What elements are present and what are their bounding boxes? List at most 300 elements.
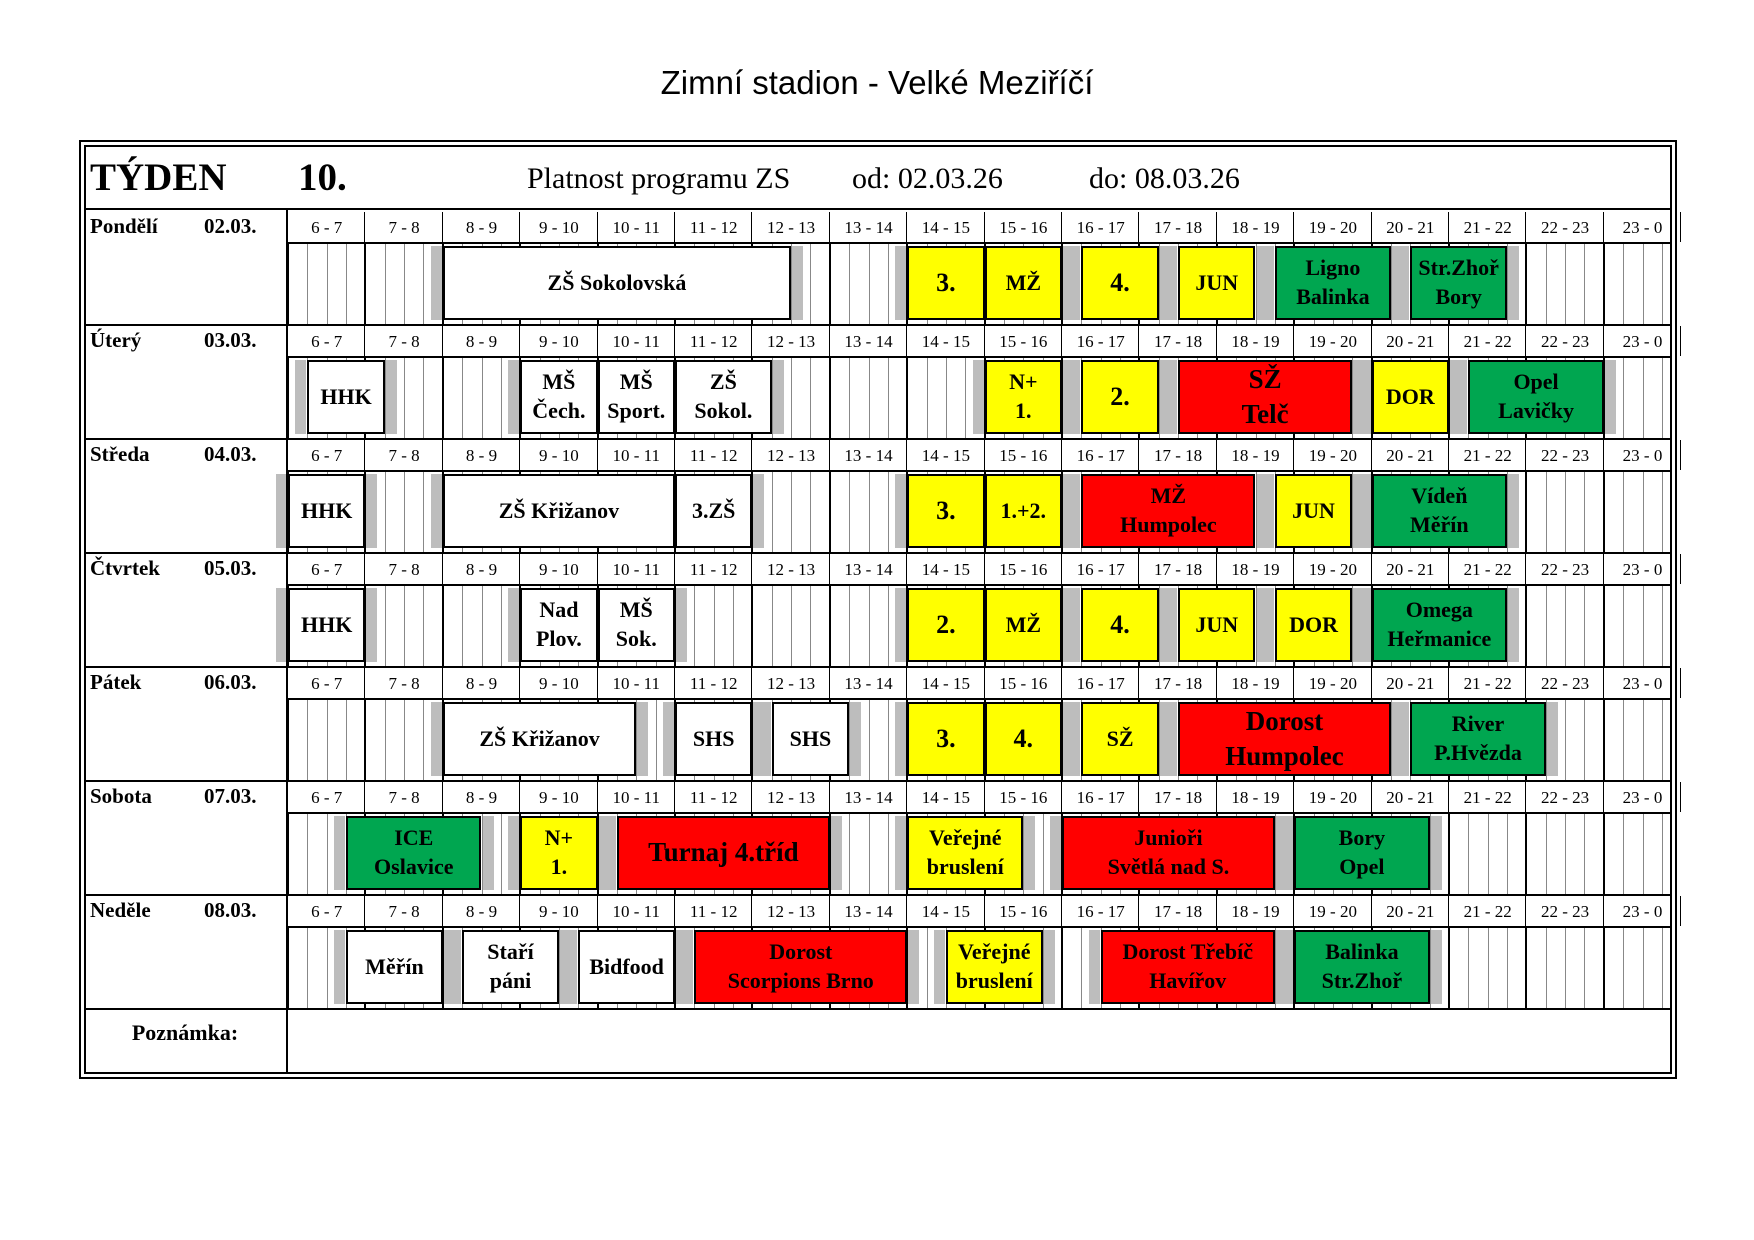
time-slot-label: 9 - 10 <box>539 788 579 807</box>
time-slot-label: 17 - 18 <box>1154 218 1203 237</box>
day-name: Pátek <box>90 670 142 694</box>
quarter-line <box>1584 814 1585 894</box>
quarter-line <box>869 244 870 324</box>
resurface-gap <box>483 816 494 890</box>
quarter-line <box>1662 358 1663 438</box>
resurface-gap <box>386 360 397 434</box>
resurface-gap <box>934 930 945 1004</box>
day-row-line <box>84 552 1672 554</box>
schedule-block[interactable]: Staří páni <box>462 930 559 1004</box>
time-slot-label: 22 - 23 <box>1541 560 1590 579</box>
schedule-block[interactable]: ZŠ Sokolovská <box>443 246 791 320</box>
validity-label: Platnost programu ZS <box>527 162 791 195</box>
quarter-line <box>1662 586 1663 666</box>
quarter-line <box>1546 814 1547 894</box>
label-row-line <box>288 812 1672 814</box>
time-slot-label: 18 - 19 <box>1231 332 1280 351</box>
slot-divider <box>1680 326 1681 356</box>
day-name: Úterý <box>90 328 142 352</box>
quarter-line <box>404 358 405 438</box>
hour-line <box>906 358 908 438</box>
quarter-line <box>1565 244 1566 324</box>
schedule-block[interactable]: Měřín <box>346 930 443 1004</box>
resurface-gap <box>1508 588 1519 662</box>
week-label: TÝDEN <box>90 156 227 199</box>
time-slot-label: 22 - 23 <box>1541 332 1590 351</box>
quarter-line <box>965 358 966 438</box>
quarter-line <box>307 928 308 1008</box>
resurface-gap <box>1398 246 1409 320</box>
time-slot-label: 8 - 9 <box>465 332 498 351</box>
time-slot-label: 16 - 17 <box>1076 446 1125 465</box>
schedule-block[interactable]: MŽ <box>985 588 1062 662</box>
schedule-block[interactable]: JUN <box>1275 474 1352 548</box>
time-slot-label: 18 - 19 <box>1231 674 1280 693</box>
label-row-line <box>288 926 1672 928</box>
quarter-line <box>404 586 405 666</box>
quarter-line <box>404 472 405 552</box>
resurface-gap <box>831 816 842 890</box>
schedule-block[interactable]: Opel Lavičky <box>1468 360 1603 434</box>
schedule-block[interactable]: SHS <box>772 702 849 776</box>
resurface-gap <box>908 930 919 1004</box>
hour-line <box>1603 814 1605 894</box>
resurface-gap <box>1069 702 1080 776</box>
note-label: Poznámka: <box>131 1020 239 1045</box>
time-slot-label: 20 - 21 <box>1386 560 1435 579</box>
quarter-line <box>791 358 792 438</box>
quarter-line <box>462 358 463 438</box>
resurface-gap <box>334 816 345 890</box>
time-slot-label: 17 - 18 <box>1154 446 1203 465</box>
quarter-line <box>423 586 424 666</box>
resurface-gap <box>1044 930 1055 1004</box>
time-slot-label: 18 - 19 <box>1231 560 1280 579</box>
resurface-gap <box>431 246 442 320</box>
quarter-line <box>307 814 308 894</box>
slot-divider <box>1680 896 1681 926</box>
schedule-block[interactable]: MŠ Sok. <box>598 588 675 662</box>
resurface-gap <box>760 702 771 776</box>
schedule-block[interactable]: MŠ Čech. <box>520 360 597 434</box>
schedule-block[interactable]: JUN <box>1178 588 1255 662</box>
time-slot-label: 19 - 20 <box>1308 788 1357 807</box>
quarter-line <box>1643 244 1644 324</box>
schedule-block[interactable]: SHS <box>675 702 752 776</box>
day-date: 04.03. <box>204 442 257 466</box>
quarter-line <box>869 358 870 438</box>
time-slot-label: 21 - 22 <box>1463 902 1512 921</box>
quarter-line <box>1081 928 1082 1008</box>
schedule-block[interactable]: ZŠ Sokol. <box>675 360 772 434</box>
resurface-gap <box>1166 246 1177 320</box>
hour-line <box>1448 814 1450 894</box>
day-name: Sobota <box>90 784 152 808</box>
time-slot-label: 23 - 0 <box>1622 788 1663 807</box>
time-slot-label: 20 - 21 <box>1386 902 1435 921</box>
quarter-line <box>1043 814 1044 894</box>
time-slot-label: 9 - 10 <box>539 218 579 237</box>
quarter-line <box>869 472 870 552</box>
time-slot-label: 23 - 0 <box>1622 446 1663 465</box>
quarter-line <box>1488 814 1489 894</box>
time-slot-label: 19 - 20 <box>1308 218 1357 237</box>
resurface-gap <box>676 588 687 662</box>
time-slot-label: 10 - 11 <box>612 560 661 579</box>
time-slot-label: 23 - 0 <box>1622 218 1663 237</box>
resurface-gap <box>1263 474 1274 548</box>
quarter-line <box>1546 244 1547 324</box>
time-slot-label: 7 - 8 <box>388 332 420 351</box>
day-row-line <box>84 438 1672 440</box>
schedule-block[interactable]: MŽ <box>985 246 1062 320</box>
quarter-line <box>694 586 695 666</box>
resurface-gap <box>1263 588 1274 662</box>
hour-line <box>1603 700 1605 780</box>
schedule-block[interactable]: Turnaj 4.tříd <box>617 816 830 890</box>
quarter-line <box>327 244 328 324</box>
schedule-block[interactable]: Junioři Světlá nad S. <box>1062 816 1275 890</box>
schedule-block[interactable]: River P.Hvězda <box>1410 702 1545 776</box>
quarter-line <box>327 814 328 894</box>
time-slot-label: 9 - 10 <box>539 674 579 693</box>
time-slot-label: 22 - 23 <box>1541 446 1590 465</box>
time-slot-label: 19 - 20 <box>1308 674 1357 693</box>
valid-from: od: 02.03.26 <box>852 162 1003 195</box>
schedule-block[interactable]: Balinka Str.Zhoř <box>1294 930 1429 1004</box>
schedule-block[interactable]: Vídeň Měřín <box>1372 474 1507 548</box>
quarter-line <box>1584 472 1585 552</box>
time-slot-label: 14 - 15 <box>921 446 970 465</box>
day-row-line <box>84 324 1672 326</box>
resurface-gap <box>1431 930 1442 1004</box>
time-slot-label: 7 - 8 <box>388 446 420 465</box>
time-slot-label: 12 - 13 <box>767 674 816 693</box>
quarter-line <box>1565 700 1566 780</box>
label-column-divider <box>286 438 288 552</box>
time-slot-label: 15 - 16 <box>999 446 1048 465</box>
schedule-block[interactable]: ZŠ Křižanov <box>443 474 675 548</box>
quarter-line <box>1623 244 1624 324</box>
label-column-divider <box>286 894 288 1008</box>
quarter-line <box>849 358 850 438</box>
quarter-line <box>810 358 811 438</box>
quarter-line <box>772 472 773 552</box>
resurface-gap <box>1263 246 1274 320</box>
hour-line <box>364 244 366 324</box>
quarter-line <box>888 472 889 552</box>
quarter-line <box>385 700 386 780</box>
quarter-line <box>1546 586 1547 666</box>
hour-line <box>1525 814 1527 894</box>
resurface-gap <box>895 702 906 776</box>
quarter-line <box>1507 814 1508 894</box>
quarter-line <box>385 472 386 552</box>
schedule-block[interactable]: DOR <box>1372 360 1449 434</box>
schedule-block[interactable]: SŽ Telč <box>1178 360 1352 434</box>
quarter-line <box>482 358 483 438</box>
schedule-block[interactable]: 3.ZŠ <box>675 474 752 548</box>
time-slot-label: 21 - 22 <box>1463 788 1512 807</box>
time-slot-label: 9 - 10 <box>539 332 579 351</box>
resurface-gap <box>1069 360 1080 434</box>
schedule-block[interactable]: Veřejné bruslení <box>946 930 1043 1004</box>
schedule-block[interactable]: 1.+2. <box>985 474 1062 548</box>
quarter-line <box>482 586 483 666</box>
resurface-gap <box>366 474 377 548</box>
schedule-block[interactable]: ICE Oslavice <box>346 816 481 890</box>
time-slot-label: 8 - 9 <box>465 560 498 579</box>
time-slot-label: 16 - 17 <box>1076 560 1125 579</box>
time-slot-label: 10 - 11 <box>612 788 661 807</box>
resurface-gap <box>1069 474 1080 548</box>
schedule-block[interactable]: Bidfood <box>578 930 675 1004</box>
schedule-block[interactable]: Dorost Scorpions Brno <box>694 930 907 1004</box>
time-slot-label: 10 - 11 <box>612 446 661 465</box>
resurface-gap <box>1547 702 1558 776</box>
schedule-block[interactable]: HHK <box>288 588 365 662</box>
quarter-line <box>888 700 889 780</box>
time-slot-label: 11 - 12 <box>689 788 738 807</box>
schedule-block[interactable]: Str.Zhoř Bory <box>1410 246 1507 320</box>
time-slot-label: 6 - 7 <box>311 788 343 807</box>
time-slot-label: 9 - 10 <box>539 446 579 465</box>
label-column-divider <box>286 780 288 894</box>
resurface-gap <box>1508 246 1519 320</box>
time-slot-label: 21 - 22 <box>1463 446 1512 465</box>
time-slot-label: 14 - 15 <box>921 902 970 921</box>
time-slot-label: 23 - 0 <box>1622 332 1663 351</box>
label-row-line <box>288 242 1672 244</box>
schedule-block[interactable]: MŠ Sport. <box>598 360 675 434</box>
time-slot-label: 12 - 13 <box>767 788 816 807</box>
time-slot-label: 6 - 7 <box>311 332 343 351</box>
resurface-gap <box>637 702 648 776</box>
quarter-line <box>1662 928 1663 1008</box>
schedule-block[interactable]: N+ 1. <box>520 816 597 890</box>
time-slot-label: 12 - 13 <box>767 902 816 921</box>
resurface-gap <box>1431 816 1442 890</box>
resurface-gap <box>366 588 377 662</box>
quarter-line <box>1643 814 1644 894</box>
quarter-line <box>501 586 502 666</box>
quarter-line <box>888 244 889 324</box>
schedule-block[interactable]: HHK <box>307 360 384 434</box>
quarter-line <box>1623 814 1624 894</box>
quarter-line <box>501 358 502 438</box>
time-slot-label: 6 - 7 <box>311 902 343 921</box>
resurface-gap <box>1089 930 1100 1004</box>
schedule-block[interactable]: JUN <box>1178 246 1255 320</box>
time-slot-label: 12 - 13 <box>767 218 816 237</box>
schedule-block[interactable]: 4. <box>1081 588 1158 662</box>
quarter-line <box>849 586 850 666</box>
schedule-block[interactable]: Veřejné bruslení <box>907 816 1023 890</box>
time-slot-label: 14 - 15 <box>921 674 970 693</box>
time-slot-label: 21 - 22 <box>1463 332 1512 351</box>
quarter-line <box>1662 244 1663 324</box>
quarter-line <box>1623 586 1624 666</box>
quarter-line <box>946 358 947 438</box>
schedule-block[interactable]: MŽ Humpolec <box>1081 474 1255 548</box>
time-slot-label: 12 - 13 <box>767 332 816 351</box>
time-slot-label: 14 - 15 <box>921 332 970 351</box>
time-slot-label: 20 - 21 <box>1386 446 1435 465</box>
quarter-line <box>1643 472 1644 552</box>
time-slot-label: 13 - 14 <box>844 674 893 693</box>
quarter-line <box>772 586 773 666</box>
hour-line <box>1061 928 1063 1008</box>
day-row-line <box>84 666 1672 668</box>
time-slot-label: 21 - 22 <box>1463 560 1512 579</box>
time-slot-label: 22 - 23 <box>1541 788 1590 807</box>
quarter-line <box>656 700 657 780</box>
day-name: Středa <box>90 442 150 466</box>
schedule-block[interactable]: Dorost Třebíč Havířov <box>1101 930 1275 1004</box>
schedule-block[interactable]: SŽ <box>1081 702 1158 776</box>
time-slot-label: 8 - 9 <box>465 674 498 693</box>
quarter-line <box>1565 586 1566 666</box>
time-slot-label: 19 - 20 <box>1308 560 1357 579</box>
time-slot-label: 16 - 17 <box>1076 788 1125 807</box>
time-slot-label: 16 - 17 <box>1076 218 1125 237</box>
time-slot-label: 16 - 17 <box>1076 674 1125 693</box>
time-slot-label: 6 - 7 <box>311 218 343 237</box>
day-row-line <box>84 1008 1672 1010</box>
valid-to: do: 08.03.26 <box>1089 162 1240 195</box>
day-date: 07.03. <box>204 784 257 808</box>
resurface-gap <box>1069 588 1080 662</box>
quarter-line <box>1623 472 1624 552</box>
schedule-block[interactable]: Bory Opel <box>1294 816 1429 890</box>
schedule-block[interactable]: 4. <box>985 702 1062 776</box>
time-slot-label: 8 - 9 <box>465 902 498 921</box>
time-slot-label: 16 - 17 <box>1076 902 1125 921</box>
time-slot-label: 22 - 23 <box>1541 902 1590 921</box>
time-slot-label: 17 - 18 <box>1154 674 1203 693</box>
quarter-line <box>1584 586 1585 666</box>
quarter-line <box>385 586 386 666</box>
schedule-block[interactable]: Dorost Humpolec <box>1178 702 1391 776</box>
resurface-gap <box>1605 360 1616 434</box>
schedule-block[interactable]: HHK <box>288 474 365 548</box>
quarter-line <box>1584 928 1585 1008</box>
quarter-line <box>849 244 850 324</box>
schedule-block[interactable]: DOR <box>1275 588 1352 662</box>
slot-divider <box>1680 782 1681 812</box>
quarter-line <box>1468 928 1469 1008</box>
time-slot-label: 13 - 14 <box>844 446 893 465</box>
time-slot-label: 11 - 12 <box>689 332 738 351</box>
resurface-gap <box>431 474 442 548</box>
quarter-line <box>1623 700 1624 780</box>
time-slot-label: 8 - 9 <box>465 446 498 465</box>
resurface-gap <box>895 246 906 320</box>
resurface-gap <box>895 474 906 548</box>
label-column-divider <box>286 666 288 780</box>
time-slot-label: 17 - 18 <box>1154 332 1203 351</box>
quarter-line <box>869 700 870 780</box>
time-slot-label: 10 - 11 <box>612 902 661 921</box>
hour-line <box>829 586 831 666</box>
quarter-line <box>810 244 811 324</box>
quarter-line <box>791 472 792 552</box>
day-date: 06.03. <box>204 670 257 694</box>
hour-line <box>829 472 831 552</box>
quarter-line <box>346 700 347 780</box>
time-slot-label: 17 - 18 <box>1154 788 1203 807</box>
schedule-block[interactable]: Omega Heřmanice <box>1372 588 1507 662</box>
time-slot-label: 7 - 8 <box>388 218 420 237</box>
resurface-gap <box>1508 474 1519 548</box>
quarter-line <box>404 244 405 324</box>
time-slot-label: 6 - 7 <box>311 560 343 579</box>
quarter-line <box>888 358 889 438</box>
resurface-gap <box>605 816 616 890</box>
hour-line <box>1448 928 1450 1008</box>
schedule-block[interactable]: 3. <box>907 702 984 776</box>
label-column-divider <box>286 324 288 438</box>
time-slot-label: 23 - 0 <box>1622 674 1663 693</box>
quarter-line <box>462 586 463 666</box>
quarter-line <box>927 358 928 438</box>
time-slot-label: 8 - 9 <box>465 788 498 807</box>
resurface-gap <box>508 588 519 662</box>
hour-line <box>442 358 444 438</box>
resurface-gap <box>1360 588 1371 662</box>
schedule-block[interactable]: 4. <box>1081 246 1158 320</box>
schedule-block[interactable]: 2. <box>1081 360 1158 434</box>
resurface-gap <box>850 702 861 776</box>
quarter-line <box>1643 700 1644 780</box>
quarter-line <box>869 814 870 894</box>
schedule-block[interactable]: 2. <box>907 588 984 662</box>
resurface-gap <box>450 930 461 1004</box>
time-slot-label: 19 - 20 <box>1308 446 1357 465</box>
resurface-gap <box>295 360 306 434</box>
schedule-block[interactable]: 3. <box>907 474 984 548</box>
schedule-block[interactable]: Ligno Balinka <box>1275 246 1391 320</box>
schedule-block[interactable]: ZŠ Křižanov <box>443 702 637 776</box>
quarter-line <box>1643 928 1644 1008</box>
time-slot-label: 17 - 18 <box>1154 902 1203 921</box>
quarter-line <box>307 244 308 324</box>
time-slot-label: 11 - 12 <box>689 560 738 579</box>
resurface-gap <box>1282 930 1293 1004</box>
time-slot-label: 13 - 14 <box>844 788 893 807</box>
resurface-gap <box>1166 360 1177 434</box>
time-slot-label: 13 - 14 <box>844 560 893 579</box>
schedule-block[interactable]: 3. <box>907 246 984 320</box>
time-slot-label: 9 - 10 <box>539 902 579 921</box>
day-date: 03.03. <box>204 328 257 352</box>
time-slot-label: 6 - 7 <box>311 674 343 693</box>
label-column-divider <box>286 210 288 324</box>
quarter-line <box>1662 814 1663 894</box>
quarter-line <box>1643 586 1644 666</box>
hour-line <box>1525 244 1527 324</box>
quarter-line <box>1623 358 1624 438</box>
quarter-line <box>733 586 734 666</box>
quarter-line <box>423 700 424 780</box>
time-slot-label: 11 - 12 <box>689 902 738 921</box>
slot-divider <box>1680 212 1681 242</box>
schedule-block[interactable]: N+ 1. <box>985 360 1062 434</box>
time-slot-label: 20 - 21 <box>1386 674 1435 693</box>
time-slot-label: 14 - 15 <box>921 218 970 237</box>
schedule-block[interactable]: Nad Plov. <box>520 588 597 662</box>
quarter-line <box>1584 700 1585 780</box>
